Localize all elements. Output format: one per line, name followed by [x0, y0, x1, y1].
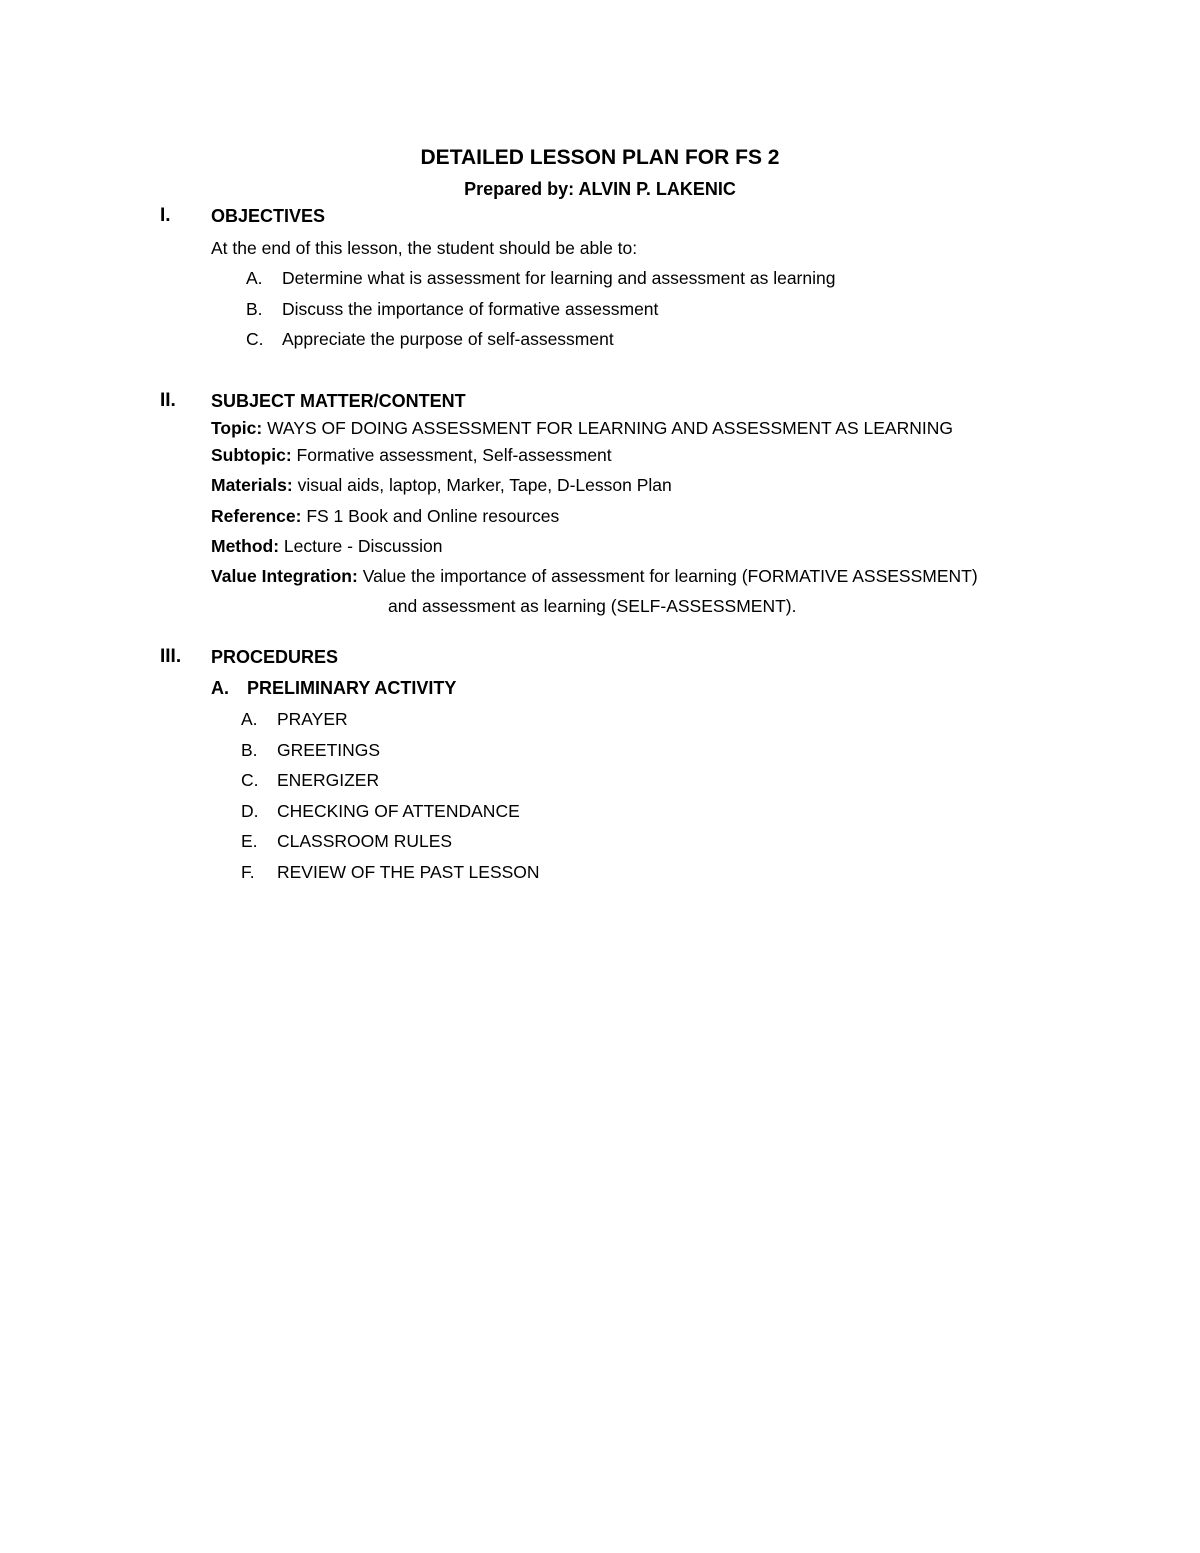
- field-value: Lecture - Discussion: [279, 536, 443, 556]
- procedure-letter: F.: [241, 862, 255, 882]
- procedure-letter: C.: [241, 770, 259, 790]
- procedure-letter: A.: [241, 709, 258, 729]
- objective-letter: A.: [246, 268, 263, 288]
- prepared-by: Prepared by: ALVIN P. LAKENIC: [464, 179, 736, 199]
- section-heading-objectives: OBJECTIVES: [211, 206, 326, 226]
- section-numeral-procedures: III.: [160, 646, 182, 667]
- field-value: FS 1 Book and Online resources: [301, 506, 560, 526]
- objectives-intro: At the end of this lesson, the student should be able to:: [211, 238, 638, 258]
- field-value: WAYS OF DOING ASSESSMENT FOR LEARNING AND ASSESSMENT AS LEARNING: [262, 418, 953, 438]
- procedure-letter: E.: [241, 831, 258, 851]
- field-value: visual aids, laptop, Marker, Tape, D-Lesson Plan: [292, 475, 672, 495]
- procedure-item: PRAYER: [277, 709, 348, 729]
- field-materials: [211, 474, 672, 496]
- field-label: Topic:: [211, 418, 263, 438]
- field-value: Value the importance of assessment for learning (FORMATIVE ASSESSMENT): [357, 566, 978, 586]
- procedure-item: CHECKING OF ATTENDANCE: [277, 801, 520, 821]
- field-label: Materials:: [211, 475, 293, 495]
- field-label: Subtopic:: [211, 445, 292, 465]
- procedure-letter: D.: [241, 801, 259, 821]
- objective-item: Determine what is assessment for learning and assessment as learning: [282, 268, 836, 288]
- field-method: [211, 535, 442, 557]
- field-value: Formative assessment, Self-assessment: [291, 445, 612, 465]
- procedure-item: CLASSROOM RULES: [277, 831, 453, 851]
- section-numeral-objectives: I.: [160, 205, 171, 226]
- section-numeral-subject-matter: II.: [160, 390, 176, 411]
- value-integration-continued: and assessment as learning (SELF-ASSESSMENT).: [388, 596, 797, 616]
- procedure-letter: B.: [241, 740, 258, 760]
- field-subtopic: [211, 444, 612, 466]
- subsection-letter-preliminary: A.: [211, 678, 229, 698]
- procedure-item: REVIEW OF THE PAST LESSON: [277, 862, 540, 882]
- field-value-integration: [211, 565, 978, 587]
- field-reference: [211, 505, 559, 527]
- objective-item: Appreciate the purpose of self-assessment: [282, 329, 614, 349]
- subsection-heading-preliminary: PRELIMINARY ACTIVITY: [247, 678, 457, 698]
- procedure-item: ENERGIZER: [277, 770, 380, 790]
- document-title: DETAILED LESSON PLAN FOR FS 2: [420, 146, 780, 169]
- field-label: Reference:: [211, 506, 302, 526]
- section-heading-subject-matter: SUBJECT MATTER/CONTENT: [211, 391, 466, 411]
- field-label: Method:: [211, 536, 280, 556]
- field-label: Value Integration:: [211, 566, 358, 586]
- field-topic: [211, 417, 953, 439]
- procedure-item: GREETINGS: [277, 740, 381, 760]
- objective-letter: B.: [246, 299, 263, 319]
- section-heading-procedures: PROCEDURES: [211, 647, 339, 667]
- objective-letter: C.: [246, 329, 264, 349]
- objective-item: Discuss the importance of formative assessment: [282, 299, 659, 319]
